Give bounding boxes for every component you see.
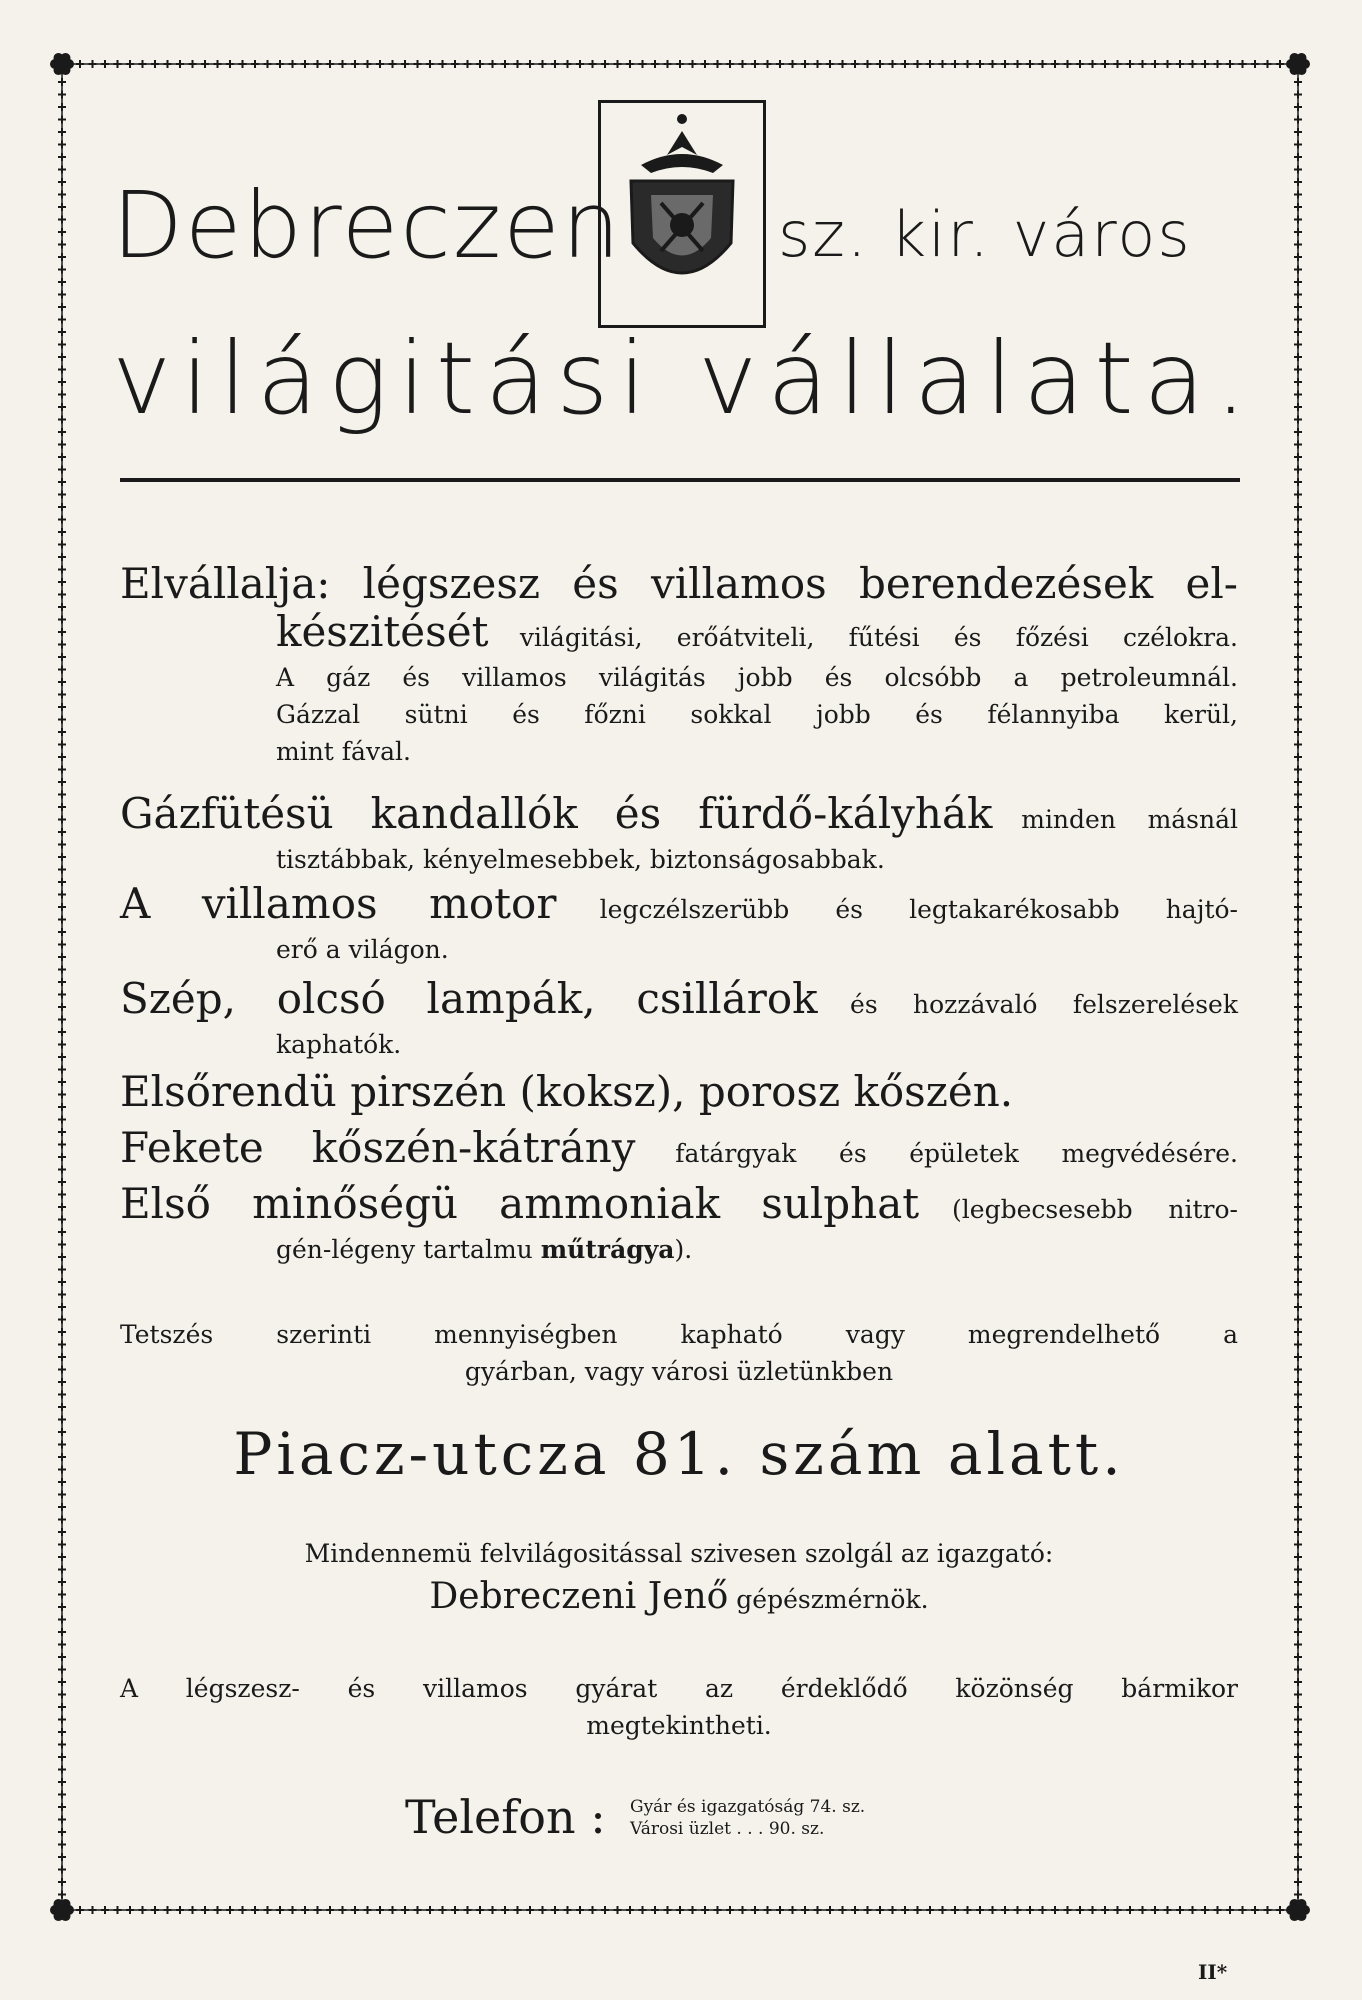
offer-paragraph-2 [120, 790, 1238, 878]
lamps-text: Szép, olcsó lampák, csillárok [120, 974, 818, 1023]
offer-detail-2: A gáz és villamos világitás jobb és olcsóbb a petroleumnál. [276, 663, 1238, 692]
availability-line-2: gyárban, vagy városi üzletünkben [464, 1357, 894, 1386]
lamps-detail: és hozzávaló felszerelések [850, 990, 1238, 1019]
heaters-text: Gázfütésü kandallók és fürdő-kályhák [120, 789, 993, 838]
divider-rule [120, 478, 1240, 482]
telefon-numbers [630, 1796, 865, 1840]
visit-line-1: A légszesz- és villamos gyárat az érdeklődő közönség bármikor [120, 1674, 1238, 1703]
fertilizer-word: műtrágya [540, 1235, 675, 1264]
page-number: II* [1198, 1960, 1228, 1984]
offer-text-cont: készitését [276, 607, 489, 656]
coat-of-arms-frame [598, 100, 766, 328]
offer-detail-4: mint fával. [276, 737, 411, 766]
offer-line [120, 560, 1238, 608]
title-debreczen: Debreczen [112, 172, 623, 279]
director-line-1: Mindennemü felvilágositással szivesen szolgál az igazgató: [304, 1539, 1054, 1568]
motor-text: A villamos motor [120, 879, 557, 928]
sulphat-text: Első minőségü ammoniak sulphat [120, 1179, 920, 1228]
heaters-detail-2: tisztábbak, kényelmesebbek, biztonságosabbak. [276, 845, 885, 874]
offer-detail-3: Gázzal sütni és főzni sokkal jobb és félannyiba kerül, [276, 700, 1238, 729]
telefon-city-shop: Városi üzlet . . . 90. sz. [630, 1819, 825, 1839]
title-city-designation: sz. kir. város [778, 198, 1192, 271]
offer-paragraph-6 [120, 1124, 1238, 1175]
visit-paragraph [120, 1670, 1238, 1744]
telefon-label: Telefon : [405, 1790, 606, 1844]
offer-lead: Elvállalja: [120, 559, 331, 608]
offer-detail: világitási, erőátviteli, fűtési és főzési czélokra. [519, 623, 1238, 652]
coke-text: Elsőrendü pirszén (koksz), porosz kőszén. [120, 1067, 1014, 1116]
title-lighting-company: világitási vállalata. [112, 320, 1257, 437]
offer-paragraph-1 [120, 560, 1238, 770]
motor-detail-2: erő a világon. [276, 935, 449, 964]
director-name: Debreczeni Jenő [429, 1576, 729, 1617]
visit-line-2: megtekintheti. [586, 1711, 772, 1740]
offer-paragraph-3 [120, 880, 1238, 968]
sulphat-detail-2: gén-légeny tartalmu [276, 1235, 533, 1264]
sulphat-end: ). [674, 1235, 693, 1264]
address-line: Piacz-utcza 81. szám alatt. [233, 1420, 1125, 1488]
offer-text: légszesz és villamos berendezések el- [362, 559, 1238, 608]
coat-of-arms-icon [601, 103, 763, 325]
availability-line-1: Tetszés szerinti mennyiségben kapható vagy megrendelhető a [120, 1320, 1238, 1349]
telefon-factory: Gyár és igazgatóság 74. sz. [630, 1797, 866, 1817]
offer-paragraph-7 [120, 1180, 1238, 1268]
director-paragraph [120, 1535, 1238, 1618]
availability-paragraph [120, 1316, 1238, 1390]
heaters-detail: minden másnál [1021, 805, 1239, 834]
motor-detail: legczélszerübb és legtakarékosabb hajtó- [599, 895, 1238, 924]
tar-text: Fekete kőszén-kátrány [120, 1123, 636, 1172]
tar-detail: fatárgyak és épületek megvédésére. [675, 1139, 1238, 1168]
director-title: gépészmérnök. [736, 1585, 929, 1614]
offer-paragraph-5 [120, 1068, 1238, 1116]
lamps-detail-2: kaphatók. [276, 1030, 402, 1059]
sulphat-detail: (legbecsesebb nitro- [952, 1195, 1238, 1224]
offer-paragraph-4 [120, 975, 1238, 1063]
